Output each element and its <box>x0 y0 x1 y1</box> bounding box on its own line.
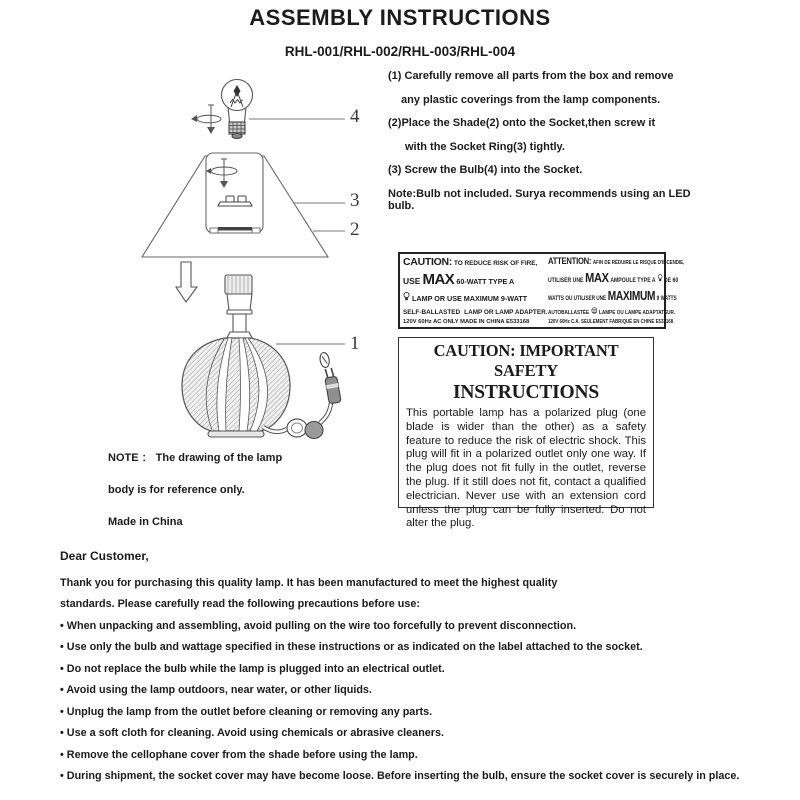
bulb-note-line-1: Note:Bulb not included. Surya recommends using an LED <box>388 187 691 200</box>
part-label-shade: 2 <box>350 219 360 240</box>
reference-note-line-2: body is for reference only. <box>108 484 245 496</box>
caution-rating-label <box>398 252 685 329</box>
plug-icon <box>319 351 341 404</box>
caution-fr-line-2a: UTILISER UNE <box>548 277 584 284</box>
part-label-bulb: 4 <box>350 106 360 127</box>
caution-fr-max: MAX <box>585 269 609 285</box>
safety-instructions-box <box>398 337 654 530</box>
caution-en-line-3: LAMP OR USE MAXIMUM 9-WATT <box>412 293 528 303</box>
lamp-assembly-diagram <box>0 60 400 480</box>
page-title: ASSEMBLY INSTRUCTIONS <box>249 5 551 30</box>
caution-fr-line-4a: AUTOBALLASTÉE <box>548 309 590 316</box>
step-1-line-1: (1) Carefully remove all parts from the box and remove <box>388 70 674 82</box>
rotate-arrow-icon <box>191 105 221 134</box>
precaution-item: • When unpacking and assembling, avoid pulling on the wire too forcefully to prevent disconnection. <box>60 619 577 632</box>
caution-fr-line-3a: WATTS OU UTILISER UNE <box>548 296 607 302</box>
safety-heading-line-2: INSTRUCTIONS <box>452 382 600 403</box>
caution-label-french <box>548 256 713 325</box>
caution-fr-line-5: 120V 60Hz C.A. SEULEMENT FABRIQUÉ EN CHINE E533168 <box>548 319 674 325</box>
caution-en-line-1: TO REDUCE RISK OF FIRE, <box>453 260 538 267</box>
caution-fr-line-4b: LAMPE OU LAMPE ADAPTATEUR. <box>599 309 676 316</box>
step-2-line-2: with the Socket Ring(3) tightly. <box>405 140 565 153</box>
caution-en-line-2: 60-WATT TYPE A <box>456 277 515 287</box>
precaution-item: • During shipment, the socket cover may have become loose. Before inserting the bulb, ensure the socket cover is securely in place. <box>60 770 740 782</box>
assembly-steps <box>388 70 718 213</box>
bulb-note-line-2: bulb. <box>388 200 415 212</box>
lamp-base-icon <box>182 275 290 437</box>
caution-fr-line-3b: 9 WATTS <box>656 296 677 302</box>
switch-icon <box>287 419 323 439</box>
reference-note <box>108 452 282 548</box>
customer-intro-line-1: Thank you for purchasing this quality lamp. It has been manufactured to meet the highest quality <box>60 576 558 589</box>
precaution-item: • Remove the cellophane cover from the shade before using the lamp. <box>60 748 418 761</box>
down-arrow-icon <box>176 262 197 302</box>
precaution-item: • Avoid using the lamp outdoors, near water, or other liquids. <box>60 684 372 696</box>
attention-word: ATTENTION: <box>548 256 592 266</box>
precaution-item: • Do not replace the bulb while the lamp is plugged into an electrical outlet. <box>60 662 445 675</box>
model-numbers: RHL-001/RHL-002/RHL-003/RHL-004 <box>284 44 516 59</box>
caution-en-line-4b: LAMP OR LAMP ADAPTER. <box>464 308 548 316</box>
step-2-line-1: (2)Place the Shade(2) onto the Socket,then screw it <box>388 117 656 129</box>
caution-en-use: USE <box>403 276 421 287</box>
caution-en-line-5: 120V 60Hz AC ONLY MADE IN CHINA E533168 <box>403 319 530 325</box>
customer-intro-line-2: standards. Please carefully read the following precautions before use: <box>60 598 420 610</box>
step-3: (3) Screw the Bulb(4) into the Socket. <box>388 164 583 176</box>
step-1-line-2: any plastic coverings from the lamp components. <box>401 93 661 106</box>
caution-en-max: MAX <box>422 271 455 289</box>
customer-notice <box>60 550 765 792</box>
cfl-lamp-icon <box>591 307 597 314</box>
caution-fr-line-2b: AMPOULE TYPE A <box>610 277 656 284</box>
made-in-china: Made in China <box>108 516 183 528</box>
caution-fr-line-1: AFIN DE RÉDUIRE LE RISQUE D'INCENDIE, <box>592 260 685 266</box>
caution-fr-line-2c: DE 60 <box>664 277 679 284</box>
part-label-base: 1 <box>350 333 360 354</box>
bulb-icon <box>403 292 410 301</box>
safety-heading-line-1: CAUTION: IMPORTANT SAFETY <box>433 341 619 380</box>
caution-en-line-4a: SELF-BALLASTED <box>403 308 461 316</box>
part-label-socket-ring: 3 <box>350 190 360 211</box>
precaution-item: • Unplug the lamp from the outlet before cleaning or removing any parts. <box>60 705 433 718</box>
caution-word: CAUTION: <box>403 256 452 268</box>
precaution-item: • Use a soft cloth for cleaning. Avoid using chemicals or abrasive cleaners. <box>60 727 444 739</box>
socket-housing <box>206 153 263 233</box>
bulb-icon <box>657 274 662 282</box>
caution-label-english <box>403 256 548 325</box>
reference-note-line-1: NOTE ： The drawing of the lamp <box>108 452 283 464</box>
safety-body-text: This portable lamp has a polarized plug (one blade is wider than the other) as a safety feature to reduce the risk of electric shock. This plug will fit in a polarized outlet only one way. If the plug does not fit fully in the outlet, reverse the plug. If it still does not fit, contact a qualified electrician. Never use with an extension cord unless the plug can be fully inserted. Do not alter the plug. <box>406 407 646 530</box>
precaution-item: • Use only the bulb and wattage specified in these instructions or as indicated on the label attached to the socket. <box>60 641 643 653</box>
customer-greeting: Dear Customer, <box>60 549 149 563</box>
bulb-icon <box>222 80 253 139</box>
caution-fr-maximum: MAXIMUM <box>607 288 656 303</box>
